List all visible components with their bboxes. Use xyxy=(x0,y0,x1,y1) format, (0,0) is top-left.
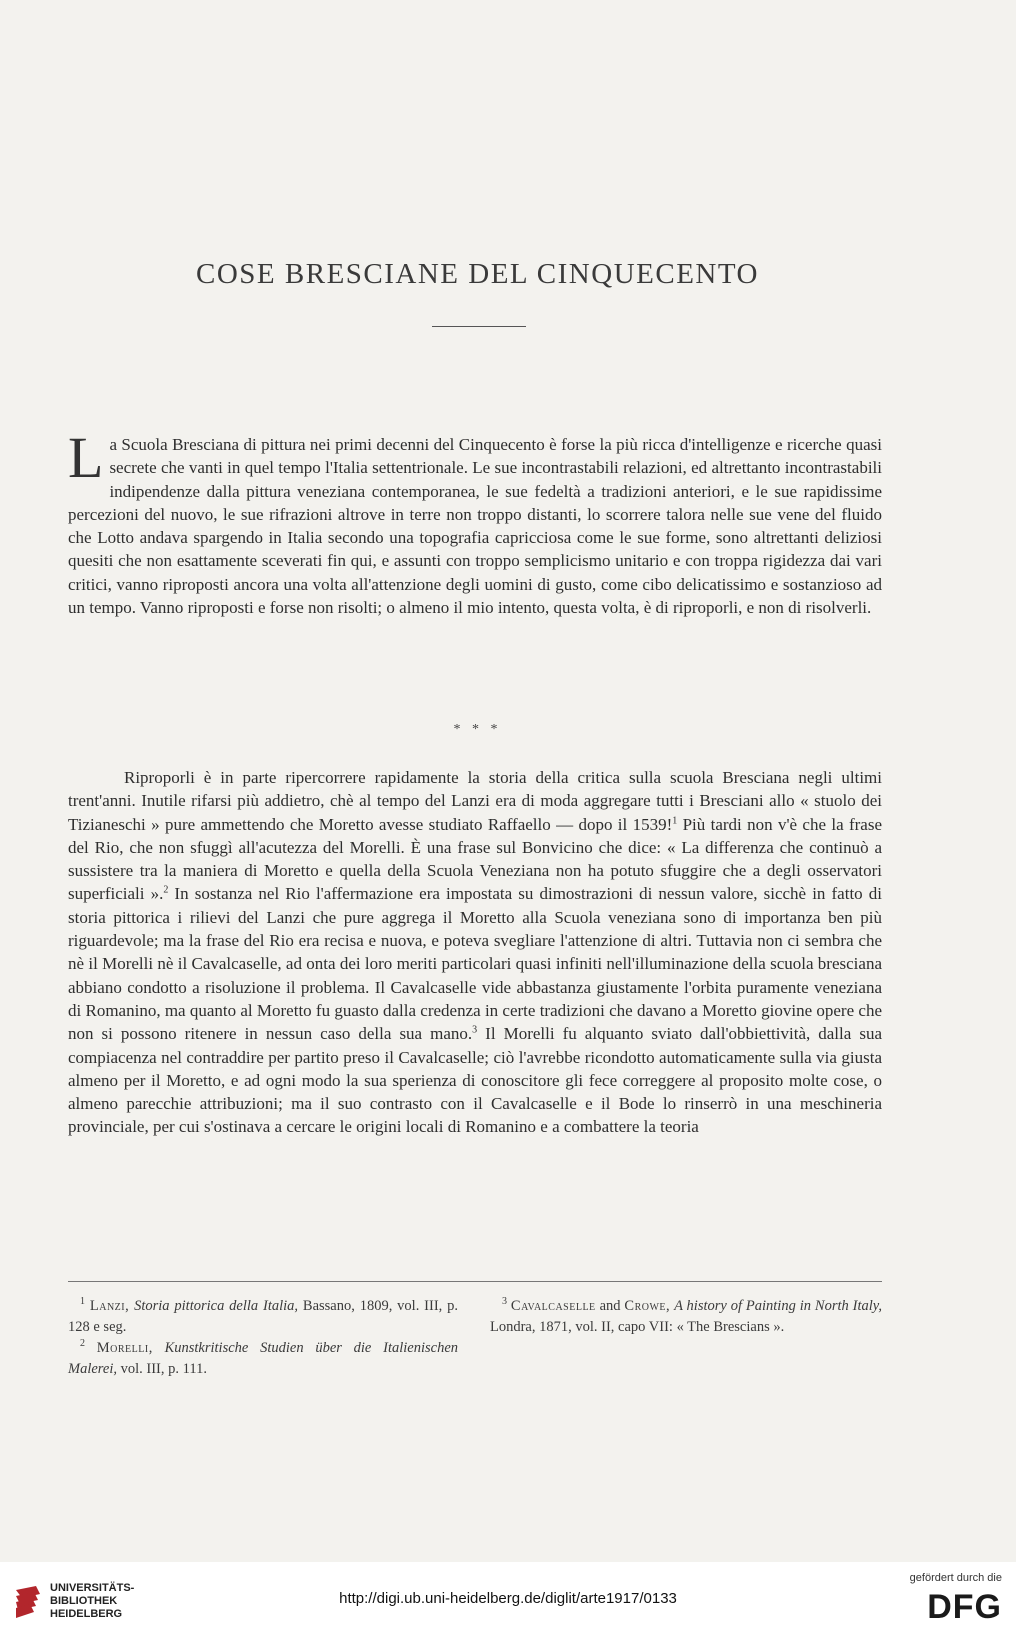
footnote-1-author: Lanzi, xyxy=(89,1298,130,1314)
footnote-divider xyxy=(68,1281,882,1282)
main-paragraph-part-2: Più tardi non v'è che la frase del Rio, che non sfuggì all'acutezza del Morelli. È una frase sul Bonvicino che dice: « La differenza che continuò a sussistere tra la maniera di Moretto e quella della Scuola Veneziana non ha potuto sfuggire che a degli osservatori superficiali ». xyxy=(68,814,883,904)
footnote-1-number: 1 xyxy=(80,1296,85,1308)
footnote-3-number: 3 xyxy=(502,1296,507,1308)
footnote-3-rest: Londra, 1871, vol. II, capo VII: « The Brescians ». xyxy=(490,1319,785,1335)
footnote-3 xyxy=(490,1296,882,1338)
footnote-3-work: A history of Painting in North Italy, xyxy=(674,1298,883,1314)
footnote-2-number: 2 xyxy=(80,1338,85,1350)
title-divider xyxy=(432,326,526,327)
footnote-ref-1[interactable]: 1 xyxy=(672,814,678,826)
library-name-line-1: UNIVERSITÄTS- xyxy=(50,1582,135,1594)
footnote-1-rest: Bassano, 1809, vol. III, p. 128 e seg. xyxy=(68,1298,459,1335)
main-paragraph-part-3: In sostanza nel Rio l'affermazione era impostata su dimostrazioni di nessun valore, sicchè in fatto di storia pittorica i rilievi del Lanzi che pure aggrega il Moretto alla Scuola veneziana sono di importanza ben più riguardevole; ma la frase del Rio era recisa e nuova, e poteva svegliare l'attenzione di altri. Tuttavia non ci sembra che nè il Morelli nè il Cavalcaselle, ad onta dei loro meriti particolari quasi infiniti nell'illuminazione della scuola bresciana abbiano condotto a risoluzione il problema. Il Cavalcaselle vide abbastanza giustamente l'orbita puramente veneziana di Romanino, ma quanto al Moretto fu guasto dalla credenza in certe tradizioni che davano a Moretto giovine opere che non si possono ritenere in nessun caso della sua mano. xyxy=(68,884,883,1044)
drop-cap: L xyxy=(68,425,104,490)
footnote-3-and: and xyxy=(595,1298,625,1314)
footnote-2-author: Morelli, xyxy=(96,1340,153,1356)
main-paragraph-part-1: Riproporli è in parte ripercorrere rapidamente la storia della critica sulla scuola Bresciana negli ultimi trent'anni. Inutile rifarsi più addietro, chè al tempo del Lanzi era di moda aggregare tutti i Bresciani allo « stuolo dei Tizianeschi » pure ammettendo che Moretto avesse studiato Raffaello — dopo il 1539! xyxy=(68,768,882,834)
main-paragraph-part-4: Il Morelli fu alquanto sviato dall'obbiettività, dalla sua compiacenza nel contraddire per partito preso il Cavalcaselle; ciò l'avrebbe ricondotto automaticamente sulla via giusta almeno per il Moretto, e ad ogni modo la sua sperienza di conoscitore gli fece correggere al proposito molte cose, o almeno parecchie attribuzioni; ma il suo contrasto con il Cavalcaselle e il Bode lo rinserrò in una meschineria provinciale, per cui s'ostinava a cercare le origini locali di Romanino e a combattere la teoria xyxy=(68,1024,882,1137)
section-asterism: * * * xyxy=(453,722,502,737)
footnote-ref-3[interactable]: 3 xyxy=(472,1024,478,1036)
library-name-line-3: HEIDELBERG xyxy=(50,1608,123,1620)
intro-paragraph-text: a Scuola Bresciana di pittura nei primi decenni del Cinquecento è forse la più ricca d'intelligenze e ricerche quasi secrete che vanti in quel tempo l'Italia settentrionale. Le sue incontrastabili relazioni, ed altrettanto incontrastabili indipendenze dalla pittura veneziana contemporanea, le sue fedeltà a tradizioni anteriori, e le sue rapidissime percezioni del nuovo, le sue rifrazioni altrove in terre non troppo distanti, lo scorrere talora nelle sue vene del fluido che Lotto andava spargendo in Italia secondo una topografia capricciosa come le sue forme, sono altrettanti deliziosi quesiti che non esattamente sceverati fin qui, e assunti con troppo semplicismo unitario e con troppa rigidezza dai vari critici, vanno riproposti ancora una volta all'attenzione degli uomini di gusto, come cibo delicatissimo e sostanzioso ad un tempo. Vanno riproposti e forse non risolti; o almeno il mio intento, questa volta, è di riproporli, e non di risolverli. xyxy=(68,435,882,618)
footnote-2 xyxy=(68,1338,458,1380)
footnote-ref-2[interactable]: 2 xyxy=(163,884,169,896)
viewer-footer xyxy=(0,1562,1016,1634)
sponsor-caption: gefördert durch die xyxy=(909,1572,1002,1584)
footnote-1 xyxy=(68,1296,458,1338)
library-name-line-2: BIBLIOTHEK xyxy=(50,1595,118,1607)
permalink-url[interactable]: http://digi.ub.uni-heidelberg.de/diglit/arte1917/0133 xyxy=(339,1590,677,1607)
intro-paragraph xyxy=(68,425,882,619)
footnote-1-work: Storia pittorica della Italia, xyxy=(134,1298,299,1314)
footnote-3-author: Cavalcaselle xyxy=(510,1298,596,1314)
footnotes-left-column xyxy=(68,1296,458,1380)
footnote-2-rest: vol. III, p. 111. xyxy=(117,1361,207,1377)
footnote-3-author2: Crowe, xyxy=(624,1298,671,1314)
dfg-logo: DFG xyxy=(927,1588,1002,1626)
article-title: COSE BRESCIANE DEL CINQUECENTO xyxy=(196,258,759,290)
footnote-2-work: Kunstkritische Studien über die Italienischen Malerei, xyxy=(68,1340,459,1377)
footnotes-right-column xyxy=(490,1296,882,1338)
main-paragraph xyxy=(68,766,882,1139)
